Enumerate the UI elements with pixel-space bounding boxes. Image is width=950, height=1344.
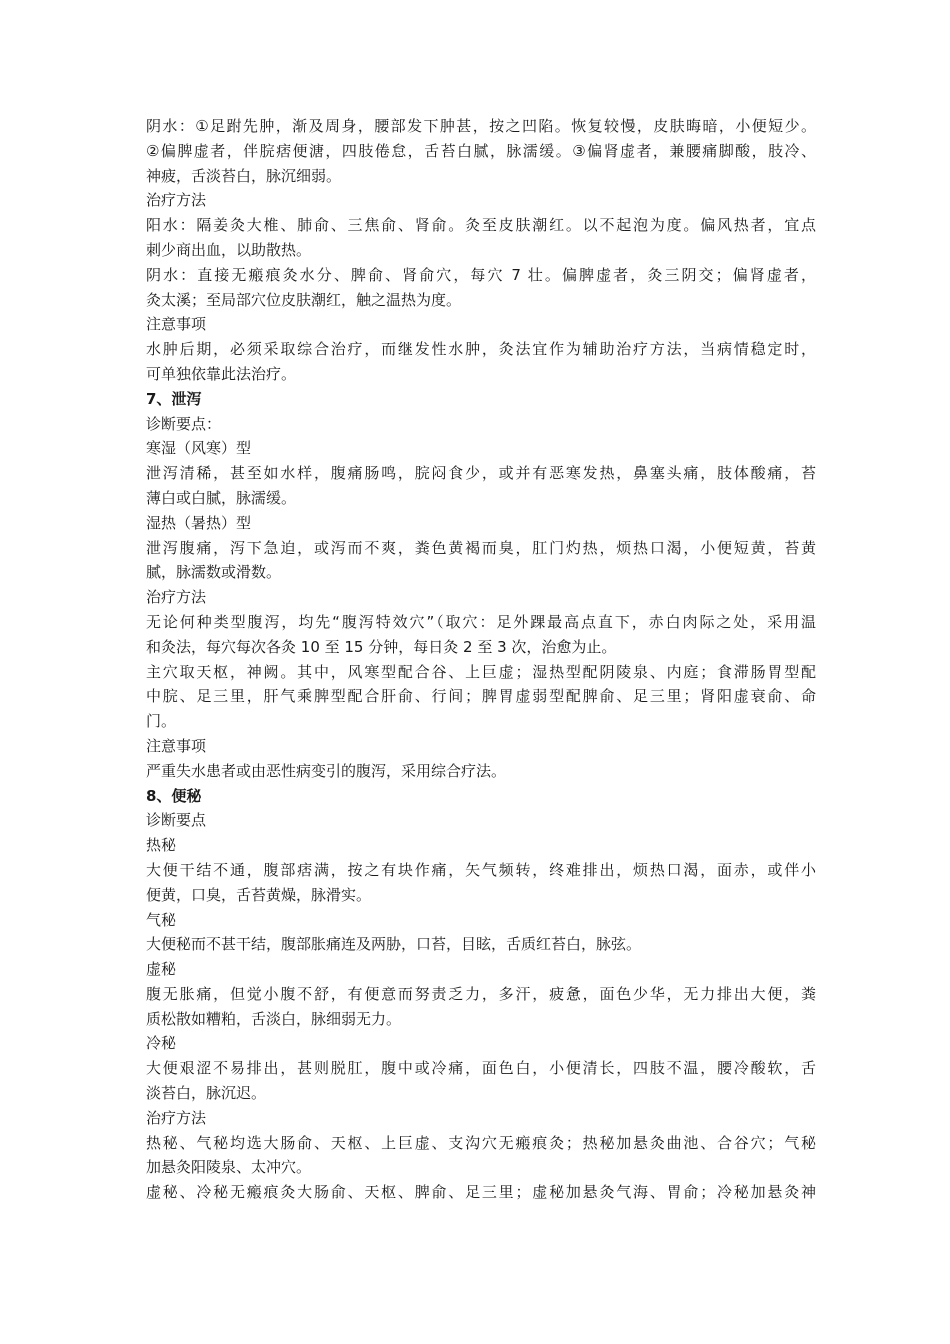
text-line: 大便秘而不甚干结，腹部胀痛连及两胁，口苔，目眩，舌质红苔白，脉弦。 — [146, 935, 642, 954]
section-heading: 治疗方法 — [146, 588, 207, 607]
text-line: 腹无胀痛，但觉小腹不舒，有便意而努责乏力，多汗，疲惫，面色少华，无力排出大便，粪 — [146, 984, 816, 1003]
section-heading: 注意事项 — [146, 315, 207, 334]
text-line: 加悬灸阳陵泉、太冲穴。 — [146, 1158, 312, 1177]
subsection-heading: 湿热（暑热）型 — [146, 513, 252, 532]
text-line: 阴水：直接无瘢痕灸水分、脾俞、肾俞穴，每穴 7 壮。偏脾虚者，灸三阴交；偏肾虚者， — [146, 265, 816, 284]
text-line: 质松散如糟粕，舌淡白，脉细弱无力。 — [146, 1009, 402, 1028]
subsection-heading: 热秘 — [146, 836, 177, 855]
text-line: 大便干结不通，腹部痞满，按之有块作痛，矢气频转，终难排出，烦热口渴，面赤，或伴小 — [146, 860, 816, 879]
section-heading: 治疗方法 — [146, 191, 207, 210]
subsection-heading: 气秘 — [146, 910, 177, 929]
text-line: 无论何种类型腹泻，均先“腹泻特效穴”（取穴：足外踝最高点直下，赤白肉际之处，采用温 — [146, 612, 816, 631]
text-line: 热秘、气秘均选大肠俞、天枢、上巨虚、支沟穴无瘢痕灸；热秘加悬灸曲池、合谷穴；气秘 — [146, 1133, 816, 1152]
text-line: 薄白或白腻，脉濡缓。 — [146, 488, 297, 507]
text-line: 便黄，口臭，舌苔黄燥，脉滑实。 — [146, 885, 372, 904]
text-line: 阳水：隔姜灸大椎、肺俞、三焦俞、肾俞。灸至皮肤潮红。以不起泡为度。偏风热者，宜点 — [146, 216, 816, 235]
text-line: 中脘、足三里，肝气乘脾型配合肝俞、行间；脾胃虚弱型配脾俞、足三里；肾阳虚衰俞、命 — [146, 687, 816, 706]
text-line: 泄泻清稀，甚至如水样，腹痛肠鸣，脘闷食少，或并有恶寒发热，鼻塞头痛，肢体酸痛，苔 — [146, 464, 816, 483]
text-line: 刺少商出血，以助散热。 — [146, 240, 312, 259]
section-heading: 治疗方法 — [146, 1108, 207, 1127]
chapter-heading: 8、便秘 — [146, 786, 202, 805]
text-line: 阴水：①足跗先肿，渐及周身，腰部发下肿甚，按之凹陷。恢复较慢，皮肤晦暗，小便短少。 — [146, 117, 816, 135]
text-line: ②偏脾虚者，伴脘痞便溏，四肢倦怠，舌苔白腻，脉濡缓。③偏肾虚者，兼腰痛脚酸，肢冷、 — [146, 141, 816, 160]
subsection-heading: 冷秘 — [146, 1034, 177, 1053]
section-heading: 诊断要点： — [146, 414, 222, 433]
subsection-heading: 寒湿（风寒）型 — [146, 439, 252, 458]
text-line: 可单独依靠此法治疗。 — [146, 364, 297, 383]
section-heading: 注意事项 — [146, 736, 207, 755]
text-line: 腻，脉濡数或滑数。 — [146, 563, 282, 582]
text-line: 灸太溪；至局部穴位皮肤潮红，触之温热为度。 — [146, 290, 462, 309]
chapter-heading: 7、泄泻 — [146, 389, 202, 408]
text-line: 大便艰涩不易排出，甚则脱肛，腹中或冷痛，面色白，小便清长，四肢不温，腰冷酸软，舌 — [146, 1059, 816, 1078]
text-line: 水肿后期，必须采取综合治疗，而继发性水肿，灸法宜作为辅助治疗方法，当病情稳定时， — [146, 340, 816, 359]
text-line: 门。 — [146, 712, 177, 731]
text-line: 虚秘、冷秘无瘢痕灸大肠俞、天枢、脾俞、足三里；虚秘加悬灸气海、胃俞；冷秘加悬灸神 — [146, 1183, 816, 1202]
subsection-heading: 虚秘 — [146, 960, 177, 979]
text-line: 和灸法，每穴每次各灸 10 至 15 分钟，每日灸 2 至 3 次，治愈为止。 — [146, 637, 617, 656]
text-line: 淡苔白，脉沉迟。 — [146, 1084, 267, 1103]
text-line: 严重失水患者或由恶性病变引的腹泻，采用综合疗法。 — [146, 761, 507, 780]
text-line: 泄泻腹痛，泻下急迫，或泻而不爽，粪色黄褐而臭，肛门灼热，烦热口渴，小便短黄，苔黄 — [146, 538, 816, 557]
text-line: 神疲，舌淡苔白，脉沉细弱。 — [146, 166, 342, 185]
section-heading: 诊断要点 — [146, 811, 207, 830]
text-line: 主穴取天枢，神阙。其中，风寒型配合谷、上巨虚；湿热型配阴陵泉、内庭；食滞肠胃型配 — [146, 662, 816, 681]
